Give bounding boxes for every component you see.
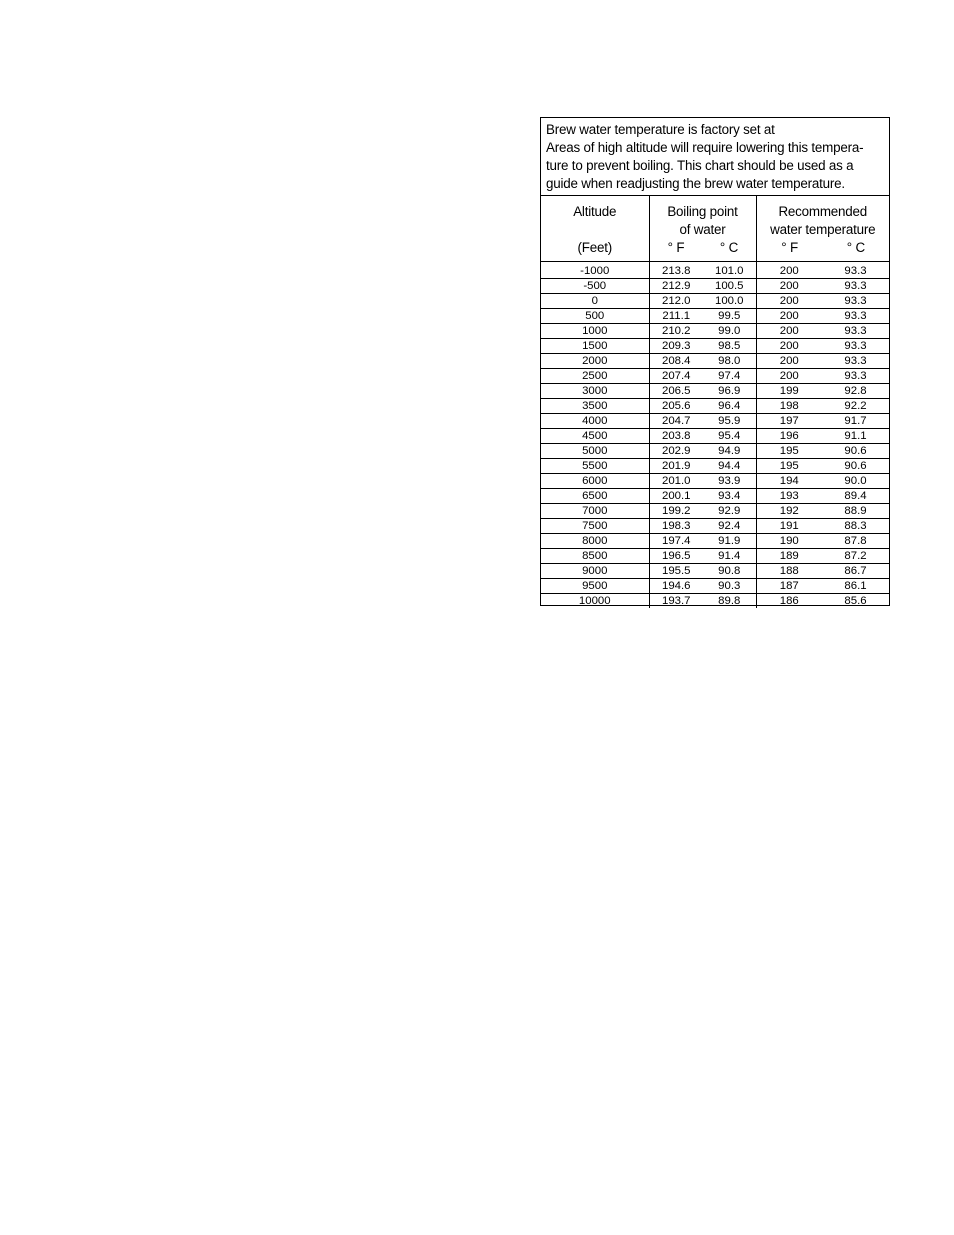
boiling-f-cell: 195.5 — [649, 564, 703, 579]
boiling-f-cell: 202.9 — [649, 444, 703, 459]
boiling-f-cell: 201.0 — [649, 474, 703, 489]
boiling-c-cell: 97.4 — [703, 369, 756, 384]
altitude-header — [541, 196, 649, 262]
altitude-cell: 2000 — [541, 354, 649, 369]
table-row — [541, 579, 889, 594]
boiling-f-cell: 204.7 — [649, 414, 703, 429]
boiling-c-cell: 95.9 — [703, 414, 756, 429]
recommended-c-cell: 92.8 — [822, 384, 889, 399]
altitude-cell: 6500 — [541, 489, 649, 504]
recommended-c-cell: 93.3 — [822, 369, 889, 384]
altitude-cell: 8500 — [541, 549, 649, 564]
table-row — [541, 399, 889, 414]
recommended-c-cell: 87.2 — [822, 549, 889, 564]
altitude-cell: 3000 — [541, 384, 649, 399]
recommended-f-cell: 190 — [756, 534, 822, 549]
table-row — [541, 519, 889, 534]
boiling-c-cell: 91.9 — [703, 534, 756, 549]
boiling-unit-f: ° F — [667, 240, 685, 255]
altitude-cell: -500 — [541, 279, 649, 294]
table-row — [541, 564, 889, 579]
recommended-c-cell: 93.3 — [822, 279, 889, 294]
boiling-f-cell: 200.1 — [649, 489, 703, 504]
boiling-c-cell: 101.0 — [703, 264, 756, 279]
recommended-f-cell: 197 — [756, 414, 822, 429]
boiling-header-line: of water — [679, 222, 726, 237]
recommended-f-cell: 199 — [756, 384, 822, 399]
recommended-c-cell: 88.9 — [822, 504, 889, 519]
recommended-c-cell: 93.3 — [822, 354, 889, 369]
altitude-cell: 4500 — [541, 429, 649, 444]
boiling-f-cell: 213.8 — [649, 264, 703, 279]
recommended-f-cell: 200 — [756, 369, 822, 384]
boiling-c-cell: 91.4 — [703, 549, 756, 564]
table-row — [541, 369, 889, 384]
altitude-cell: 8000 — [541, 534, 649, 549]
altitude-cell: 1000 — [541, 324, 649, 339]
table-header-row — [541, 196, 889, 262]
table-row — [541, 489, 889, 504]
table-row — [541, 309, 889, 324]
boiling-c-cell: 90.3 — [703, 579, 756, 594]
recommended-c-cell: 85.6 — [844, 595, 867, 607]
chart-intro-text — [541, 118, 889, 196]
boiling-c-cell: 98.0 — [703, 354, 756, 369]
recommended-f-cell: 200 — [756, 279, 822, 294]
table-row — [541, 339, 889, 354]
table-row — [541, 354, 889, 369]
boiling-c-cell: 90.8 — [703, 564, 756, 579]
intro-line: guide when readjusting the brew water temperature. — [546, 176, 845, 191]
boiling-f-cell: 194.6 — [649, 579, 703, 594]
altitude-unit-label: (Feet) — [577, 240, 612, 255]
table-row — [541, 594, 889, 609]
boiling-f-cell: 207.4 — [649, 369, 703, 384]
table-row — [541, 534, 889, 549]
boiling-c-cell: 95.4 — [703, 429, 756, 444]
recommended-header-line: water temperature — [770, 222, 876, 237]
altitude-cell: -1000 — [541, 264, 649, 279]
altitude-cell: 7500 — [541, 519, 649, 534]
table-row — [541, 279, 889, 294]
recommended-f-cell: 200 — [756, 324, 822, 339]
boiling-f-cell: 212.9 — [649, 279, 703, 294]
recommended-c-cell: 89.4 — [822, 489, 889, 504]
altitude-cell: 4000 — [541, 414, 649, 429]
recommended-f-cell: 200 — [756, 309, 822, 324]
boiling-c-cell: 96.4 — [703, 399, 756, 414]
temperature-table — [541, 196, 889, 608]
altitude-temperature-chart — [540, 117, 890, 606]
boiling-c-cell: 92.9 — [703, 504, 756, 519]
recommended-temp-header — [756, 196, 889, 262]
recommended-header-line: Recommended — [778, 204, 868, 219]
recommended-c-cell: 93.3 — [822, 309, 889, 324]
recommended-f-cell: 195 — [756, 459, 822, 474]
boiling-c-cell: 99.5 — [703, 309, 756, 324]
recommended-f-cell: 200 — [756, 354, 822, 369]
boiling-f-cell: 211.1 — [649, 309, 703, 324]
altitude-cell: 5000 — [541, 444, 649, 459]
table-row — [541, 444, 889, 459]
table-row — [541, 504, 889, 519]
boiling-f-cell: 193.7 — [649, 594, 703, 609]
boiling-header-line: Boiling point — [667, 204, 738, 219]
table-row — [541, 474, 889, 489]
table-body — [541, 262, 889, 609]
recommended-f-cell: 200 — [756, 294, 822, 309]
boiling-c-cell: 93.9 — [703, 474, 756, 489]
recommended-c-cell: 93.3 — [822, 324, 889, 339]
table-row — [541, 459, 889, 474]
boiling-f-cell: 209.3 — [649, 339, 703, 354]
boiling-c-cell: 99.0 — [703, 324, 756, 339]
recommended-f-cell: 193 — [756, 489, 822, 504]
boiling-f-cell: 210.2 — [649, 324, 703, 339]
table-row — [541, 549, 889, 564]
recommended-c-cell: 88.3 — [822, 519, 889, 534]
altitude-cell: 7000 — [541, 504, 649, 519]
recommended-f-cell: 187 — [756, 579, 822, 594]
boiling-f-cell: 201.9 — [649, 459, 703, 474]
boiling-f-cell: 197.4 — [649, 534, 703, 549]
recommended-f-cell: 200 — [756, 264, 822, 279]
boiling-c-cell: 89.8 — [718, 595, 741, 607]
intro-line: ture to prevent boiling. This chart should be used as a — [546, 158, 854, 173]
boiling-f-cell: 212.0 — [649, 294, 703, 309]
recommended-f-cell: 192 — [756, 504, 822, 519]
boiling-f-cell: 199.2 — [649, 504, 703, 519]
table-row — [541, 384, 889, 399]
boiling-c-cell: 94.4 — [703, 459, 756, 474]
boiling-c-cell: 100.5 — [703, 279, 756, 294]
recommended-f-cell: 189 — [756, 549, 822, 564]
recommended-unit-c: ° C — [846, 240, 865, 255]
altitude-cell: 1500 — [541, 339, 649, 354]
table-row — [541, 429, 889, 444]
recommended-c-cell: 86.1 — [822, 579, 889, 594]
recommended-c-cell: 93.3 — [822, 339, 889, 354]
table-row — [541, 294, 889, 309]
recommended-f-cell: 195 — [756, 444, 822, 459]
boiling-c-cell: 96.9 — [703, 384, 756, 399]
recommended-c-cell: 93.3 — [822, 264, 889, 279]
intro-line: Areas of high altitude will require lowering this tempera- — [546, 140, 864, 155]
boiling-c-cell: 100.0 — [703, 294, 756, 309]
altitude-cell: 9000 — [541, 564, 649, 579]
recommended-c-cell: 91.1 — [822, 429, 889, 444]
table-row — [541, 324, 889, 339]
recommended-unit-f: ° F — [781, 240, 798, 255]
altitude-cell: 2500 — [541, 369, 649, 384]
boiling-f-cell: 203.8 — [649, 429, 703, 444]
boiling-f-cell: 196.5 — [649, 549, 703, 564]
recommended-c-cell: 93.3 — [822, 294, 889, 309]
boiling-f-cell: 206.5 — [649, 384, 703, 399]
table-row — [541, 414, 889, 429]
recommended-c-cell: 91.7 — [822, 414, 889, 429]
altitude-cell: 500 — [541, 309, 649, 324]
recommended-f-cell: 188 — [756, 564, 822, 579]
recommended-f-cell: 191 — [756, 519, 822, 534]
intro-line: Brew water temperature is factory set at — [546, 122, 775, 137]
recommended-c-cell: 90.0 — [822, 474, 889, 489]
boiling-unit-c: ° C — [719, 240, 739, 255]
recommended-c-cell: 92.2 — [822, 399, 889, 414]
altitude-header-label: Altitude — [573, 204, 617, 219]
recommended-f-cell: 186 — [756, 594, 822, 609]
altitude-cell: 9500 — [541, 579, 649, 594]
altitude-cell: 5500 — [541, 459, 649, 474]
recommended-c-cell: 87.8 — [822, 534, 889, 549]
boiling-c-cell: 98.5 — [703, 339, 756, 354]
recommended-f-cell: 198 — [756, 399, 822, 414]
recommended-c-cell: 90.6 — [822, 459, 889, 474]
altitude-cell: 10000 — [578, 595, 611, 607]
boiling-c-cell: 92.4 — [703, 519, 756, 534]
table-row — [541, 264, 889, 279]
boiling-f-cell: 208.4 — [649, 354, 703, 369]
altitude-cell: 3500 — [541, 399, 649, 414]
boiling-f-cell: 198.3 — [649, 519, 703, 534]
recommended-f-cell: 194 — [756, 474, 822, 489]
boiling-c-cell: 94.9 — [703, 444, 756, 459]
recommended-c-cell: 86.7 — [822, 564, 889, 579]
boiling-f-cell: 205.6 — [649, 399, 703, 414]
altitude-cell: 6000 — [541, 474, 649, 489]
boiling-c-cell: 93.4 — [703, 489, 756, 504]
recommended-f-cell: 196 — [756, 429, 822, 444]
altitude-cell: 0 — [541, 294, 649, 309]
recommended-c-cell: 90.6 — [822, 444, 889, 459]
recommended-f-cell: 200 — [756, 339, 822, 354]
boiling-point-header — [649, 196, 756, 262]
